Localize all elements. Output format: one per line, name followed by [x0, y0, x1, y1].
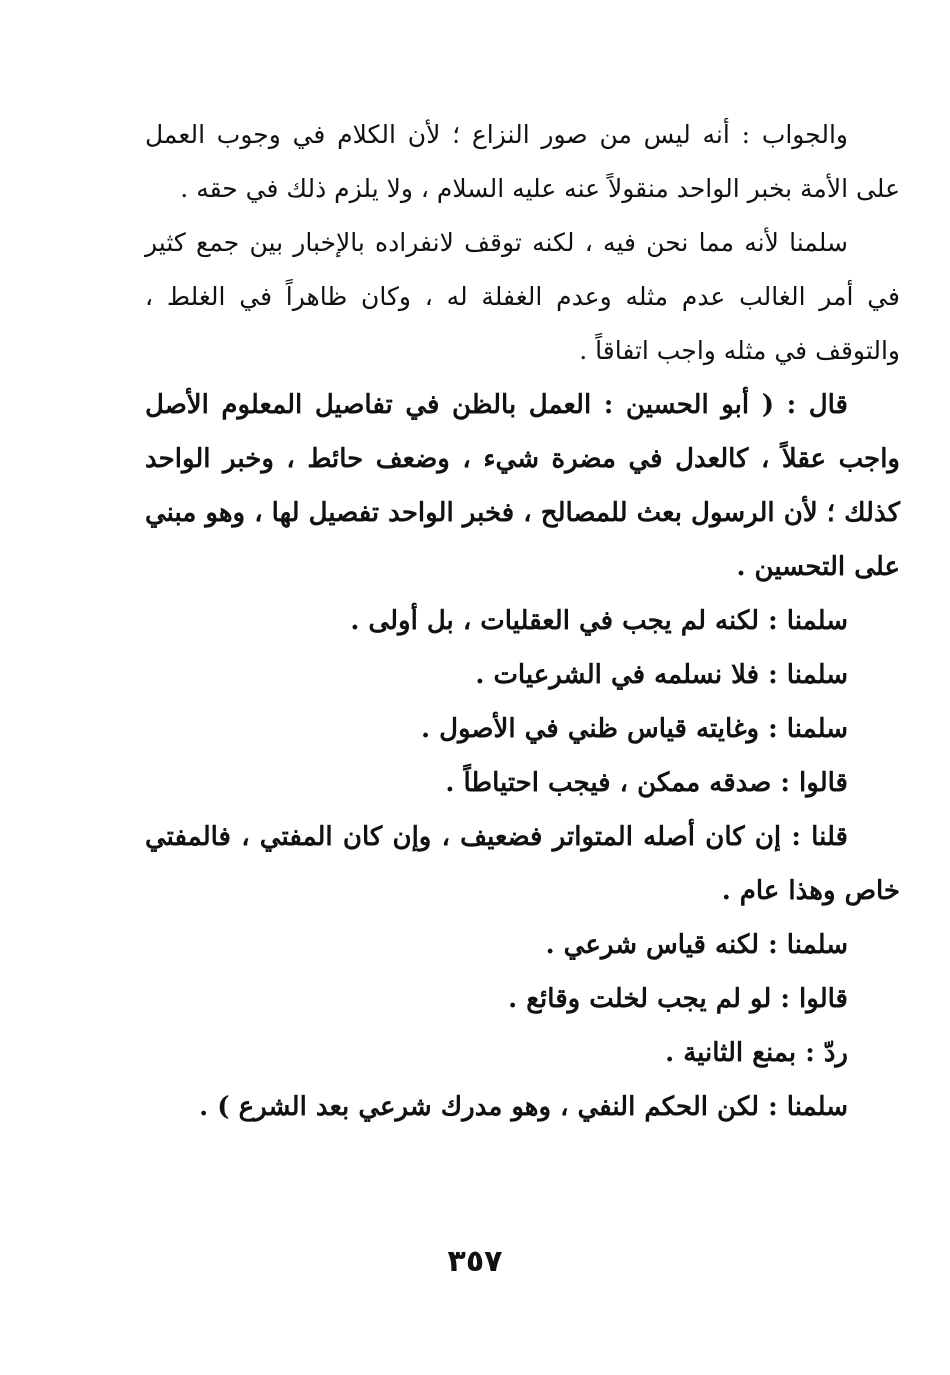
page-body [145, 108, 900, 1134]
paragraph-salamna-4: سلمنا : لكنه قياس شرعي . [545, 930, 848, 960]
paragraph-salamna-3: سلمنا : وغايته قياس ظني في الأصول . [421, 714, 848, 744]
paragraph-answer: والجواب : أنه ليس من صور النزاع ؛ لأن الكلام في وجوب العمل على الأمة بخبر الواحد منقولاً عنه عليه السلام ، ولا يلزم ذلك في حقه . [145, 120, 900, 203]
paragraph-salamna-2: سلمنا : فلا نسلمه في الشرعيات . [475, 660, 848, 690]
page-number: ٣٥٧ [447, 1244, 503, 1279]
paragraph-qalu-2: قالوا : لو لم يجب لخلت وقائع . [508, 984, 848, 1014]
paragraph-qalu-1: قالوا : صدقه ممكن ، فيجب احتياطاً . [445, 768, 848, 798]
paragraph-qulna: قلنا : إن كان أصله المتواتر فضعيف ، وإن كان المفتي ، فالمفتي خاص وهذا عام . [145, 822, 900, 906]
paragraph-concession: سلمنا لأنه مما نحن فيه ، لكنه توقف لانفراده بالإخبار بين جمع كثير في أمر الغالب عدم مثله وعدم الغفلة له ، وكان ظاهراً في الغلط ، والتوقف في مثله واجب اتفاقاً . [145, 228, 900, 365]
paragraph-radd: ردّ : بمنع الثانية . [665, 1038, 848, 1068]
paragraph-salamna-1: سلمنا : لكنه لم يجب في العقليات ، بل أولى . [350, 606, 848, 636]
paragraph-salamna-5: سلمنا : لكن الحكم النفي ، وهو مدرك شرعي بعد الشرع ) . [199, 1092, 848, 1122]
paragraph-abu-al-husayn-quote: قال : ( أبو الحسين : العمل بالظن في تفاصيل المعلوم الأصل واجب عقلاً ، كالعدل في مضرة شيء ، وضعف حائط ، وخبر الواحد كذلك ؛ لأن الرسول بعث للمصالح ، فخبر الواحد تفصيل لها ، وهو مبني على التحسين . [145, 390, 900, 582]
